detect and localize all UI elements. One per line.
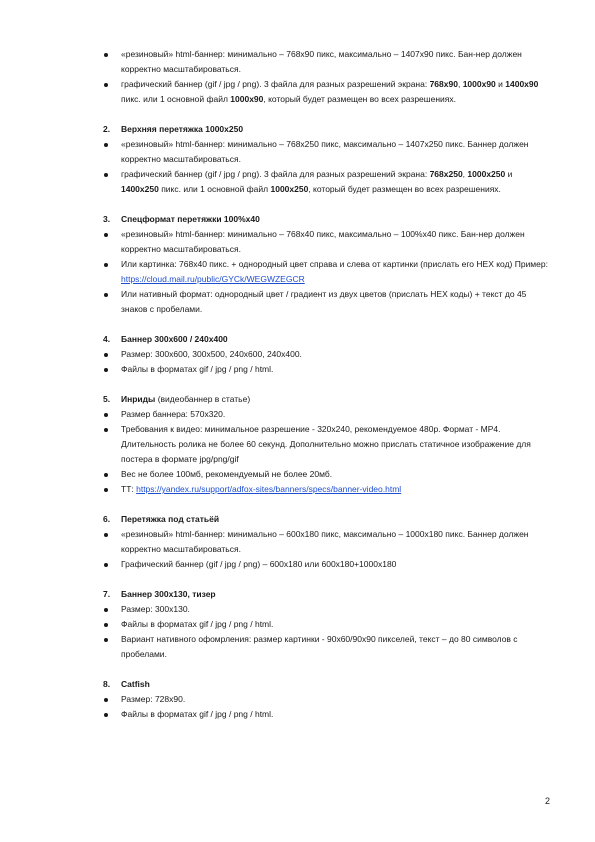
text-run: Размер: 728x90.	[121, 694, 186, 704]
text-run: «резиновый» html-баннер: минимально – 768x40 пикс, максимально – 100%x40 пикс. Бан-нер должен корректно масштабироваться.	[121, 229, 525, 254]
list-item	[0, 632, 551, 662]
text-run: ,	[457, 79, 463, 89]
list-item	[0, 407, 551, 422]
text-run: и	[495, 79, 506, 89]
text-run: , который будет размещен во всех разрешениях.	[308, 184, 501, 194]
section-4	[0, 317, 595, 377]
list-item	[0, 707, 551, 722]
section-heading	[0, 512, 595, 527]
text-run: графический баннер (gif / jpg / png). 3 файла для разных разрешений экрана:	[121, 79, 430, 89]
section-title: Инриды	[121, 394, 156, 404]
section-gap	[0, 377, 595, 392]
bold-text: 1400x250	[121, 184, 159, 194]
section-number: 6.	[103, 514, 111, 524]
section-gap	[0, 662, 595, 677]
section-title: Верхняя перетяжка 1000x250	[121, 124, 244, 134]
section-3	[0, 197, 595, 317]
text-run: Требования к видео: минимальное разрешение - 320x240, рекомендуемое 480p. Формат - MP4. Длительность ролика не более 60 секунд. Дополнительно можно прислать статичное изображение для постера в формате jpg/png/gif	[121, 424, 531, 464]
list-item	[0, 527, 551, 557]
list-item	[0, 362, 551, 377]
list-item	[0, 467, 551, 482]
bullet-icon	[104, 488, 108, 492]
bold-text: 768x90	[429, 79, 458, 89]
section-gap	[0, 572, 595, 587]
bullet-icon	[104, 173, 108, 177]
list-item	[0, 482, 551, 497]
link[interactable]: https://yandex.ru/support/adfox-sites/banners/specs/banner-video.html	[136, 484, 402, 494]
bold-text: 768x250	[429, 169, 463, 179]
list-item	[0, 557, 551, 572]
text-run: , который будет размещен во всех разрешениях.	[263, 94, 456, 104]
section-number: 3.	[103, 214, 111, 224]
section-heading	[0, 677, 595, 692]
bullet-icon	[104, 638, 108, 642]
section-8	[0, 662, 595, 722]
text-run: пикс. или 1 основной файл	[121, 94, 231, 104]
list-item	[0, 422, 551, 467]
text-run: «резиновый» html-баннер: минимально – 768x250 пикс, максимально – 1407x250 пикс. Баннер должен корректно масштабироваться.	[121, 139, 529, 164]
bullet-icon	[104, 263, 108, 267]
section-2	[0, 107, 595, 197]
text-run: Файлы в форматах gif / jpg / png / html.	[121, 709, 274, 719]
text-run: пикс. или 1 основной файл	[158, 184, 271, 194]
text-run: Файлы в форматах gif / jpg / png / html.	[121, 364, 274, 374]
bold-text: 1000x250	[270, 184, 309, 194]
section-heading	[0, 587, 595, 602]
section-title: Баннер 300x600 / 240x400	[121, 334, 228, 344]
list-item	[0, 167, 551, 197]
section-heading	[0, 212, 595, 227]
bullet-icon	[104, 428, 108, 432]
text-run: Размер: 300x130.	[121, 604, 190, 614]
section-number: 8.	[103, 679, 111, 689]
list-item	[0, 692, 551, 707]
text-run: графический баннер (gif / jpg / png). 3 файла для разных разрешений экрана:	[121, 169, 430, 179]
section-title: Спецформат перетяжки 100%x40	[121, 214, 260, 224]
list-item	[0, 137, 551, 167]
bullet-icon	[104, 608, 108, 612]
bullet-icon	[104, 623, 108, 627]
link[interactable]: https://cloud.mail.ru/public/GYCk/WEGWZEGCR	[121, 274, 305, 284]
document-body	[0, 47, 595, 722]
section-number: 7.	[103, 589, 111, 599]
list-item	[0, 227, 551, 257]
section-6	[0, 497, 595, 572]
list-item	[0, 602, 551, 617]
text-run: и	[505, 169, 513, 179]
bullet-icon	[104, 233, 108, 237]
section-gap	[0, 197, 595, 212]
section-gap	[0, 317, 595, 332]
text-run: «резиновый» html-баннер: минимально – 768x90 пикс, максимально – 1407x90 пикс. Бан-нер должен корректно масштабироваться.	[121, 49, 522, 74]
section-heading	[0, 332, 595, 347]
text-run: Вариант нативного офомрления: размер картинки - 90x60/90x90 пикселей, текст – до 80 символов с пробелами.	[121, 634, 518, 659]
page-number: 2	[545, 796, 551, 806]
section-7	[0, 572, 595, 662]
list-item	[0, 617, 551, 632]
list-item	[0, 347, 551, 362]
bullet-icon	[104, 563, 108, 567]
text-run: Или картинка: 768x40 пикс. + однородный цвет справа и слева от картинки (прислать его HEX код) Пример:	[121, 259, 548, 269]
bullet-icon	[104, 143, 108, 147]
section-number: 5.	[103, 394, 111, 404]
bullet-icon	[104, 293, 108, 297]
section-gap	[0, 497, 595, 512]
section-number: 2.	[103, 124, 111, 134]
section-title: Перетяжка под статьёй	[121, 514, 220, 524]
text-run: Графический баннер (gif / jpg / png) – 600x180 или 600x180+1000x180	[121, 559, 397, 569]
text-run: Размер баннера: 570x320.	[121, 409, 226, 419]
bold-text: 1400x90	[505, 79, 539, 89]
bullet-icon	[104, 53, 108, 57]
list-item	[0, 47, 551, 77]
section-number: 4.	[103, 334, 111, 344]
list-item	[0, 77, 551, 107]
section-title: Баннер 300x130, тизер	[121, 589, 216, 599]
bullet-icon	[104, 473, 108, 477]
bold-text: 1000x90	[230, 94, 264, 104]
bullet-icon	[104, 413, 108, 417]
section-5	[0, 377, 595, 497]
text-run: Размер: 300x600, 300x500, 240x600, 240x400.	[121, 349, 302, 359]
bullet-icon	[104, 83, 108, 87]
list-item	[0, 287, 551, 317]
text-run: Или нативный формат: однородный цвет / градиент из двух цветов (прислать HEX коды) + текст до 45 знаков с пробелами.	[121, 289, 527, 314]
bullet-icon	[104, 698, 108, 702]
text-run: «резиновый» html-баннер: минимально – 600x180 пикс, максимально – 1000x180 пикс. Баннер должен корректно масштабироваться.	[121, 529, 529, 554]
bullet-icon	[104, 713, 108, 717]
bullet-icon	[104, 533, 108, 537]
section-1	[0, 47, 595, 107]
text-run: Файлы в форматах gif / jpg / png / html.	[121, 619, 274, 629]
bold-text: 1000x250	[467, 169, 506, 179]
text-run: Вес не более 100мб, рекомендуемый не более 20мб.	[121, 469, 333, 479]
text-run: ТТ:	[121, 484, 137, 494]
bullet-icon	[104, 368, 108, 372]
section-subtitle: (видеобаннер в статье)	[155, 394, 251, 404]
bold-text: 1000x90	[462, 79, 496, 89]
list-item	[0, 257, 551, 287]
section-heading	[0, 392, 595, 407]
section-heading	[0, 122, 595, 137]
section-gap	[0, 107, 595, 122]
section-title: Catfish	[121, 679, 150, 689]
bullet-icon	[104, 353, 108, 357]
text-run: ,	[462, 169, 468, 179]
